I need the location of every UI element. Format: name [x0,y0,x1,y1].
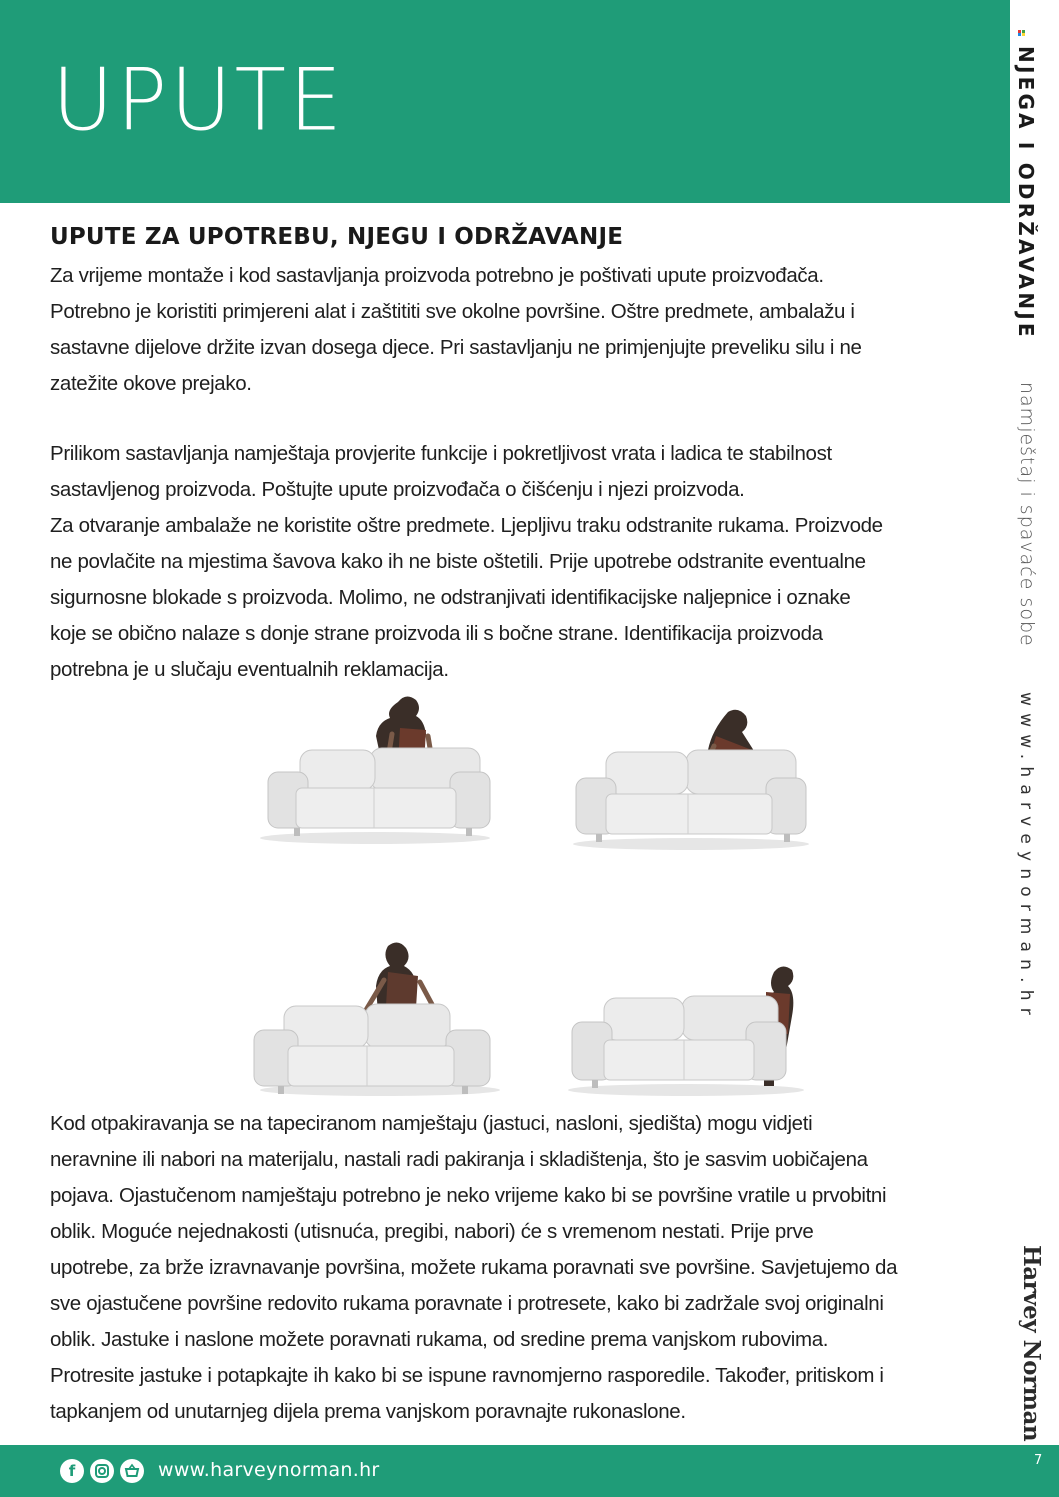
paragraph-line: Za vrijeme montaže i kod sastavljanja proizvoda potrebno je poštivati upute proizvođača. [50,264,824,287]
paragraph-line: tapkanjem od unutarnjeg dijela prema vanjskom poravnajte rukonaslone. [50,1400,686,1423]
basket-icon[interactable] [120,1459,144,1483]
paragraph-line: neravnine ili nabori na materijalu, nastali radi pakiranja i skladištenja, što je sasvim uobičajena [50,1148,868,1171]
paragraph-assembly [50,258,1010,402]
paragraph-line: zatežite okove prejako. [50,372,252,395]
paragraph-line: sigurnosne blokade s proizvoda. Molimo, ne odstranjivati identifikacijske naljepnice i oznake [50,586,851,609]
sofa-illustration-4 [566,960,826,1100]
social-icons [60,1459,144,1485]
paragraph-line: pojava. Ojastučenom namještaju potrebno je neko vrijeme kako bi se površine vratile u prvobitni [50,1184,887,1207]
paragraph-unpacking [50,436,1010,688]
paragraph-line: Prilikom sastavljanja namještaja provjerite funkcije i pokretljivost vrata i ladica te stabilnost [50,442,832,465]
section-heading: UPUTE ZA UPOTREBU, NJEGU I ODRŽAVANJE [50,224,624,250]
paragraph-line: sastavljenog proizvoda. Poštujte upute proizvođača o čišćenju i njezi proizvoda. [50,478,745,501]
footer-website-link[interactable]: www.harveynorman.hr [158,1459,380,1481]
color-dots-icon [1018,30,1028,36]
instagram-icon[interactable] [90,1459,114,1483]
harvey-norman-logo: Harvey Norman [1018,1245,1045,1442]
paragraph-line: sastavne dijelove držite izvan dosega djece. Pri sastavljanju ne primjenjujte preveliku silu i ne [50,336,862,359]
page-title: UPUTE [52,50,346,150]
sofa-illustration-1 [250,690,500,850]
facebook-icon[interactable]: f [60,1459,84,1483]
side-website[interactable]: www.harveynorman.hr [1016,692,1036,1022]
paragraph-line: Potrebno je koristiti primjereni alat i zaštititi sve okolne površine. Oštre predmete, ambalažu i [50,300,855,323]
paragraph-line: Protresite jastuke i potapkajte ih kako bi se ispune ravnomjerno rasporedile. Također, pritiskom i [50,1364,884,1387]
paragraph-line: sve ojastučene površine redovito rukama poravnate i protresete, kako bi zadržale svoj originalni [50,1292,884,1315]
paragraph-line: Kod otpakiravanja se na tapeciranom namještaju (jastuci, nasloni, sjedišta) mogu vidjeti [50,1112,813,1135]
paragraph-line: ne povlačite na mjestima šavova kako ih ne biste oštetili. Prije upotrebe odstranite eventualne [50,550,866,573]
paragraph-upholstery [50,1106,1010,1430]
sofa-illustration-3 [250,940,510,1100]
side-section-title: NJEGA I ODRŽAVANJE [1014,46,1038,340]
paragraph-line: oblik. Jastuke i naslone možete poravnati rukama, od sredine prema vanjskom rubovima. [50,1328,829,1351]
side-category: namještaj i spavaće sobe [1016,382,1038,647]
sofa-illustration-2 [566,706,816,856]
paragraph-line: upotrebe, za brže izravnavanje površina, možete rukama poravnati sve površine. Savjetujemo da [50,1256,898,1279]
paragraph-line: Za otvaranje ambalaže ne koristite oštre predmete. Ljepljivu traku odstranite rukama. Proizvode [50,514,883,537]
paragraph-line: oblik. Moguće nejednakosti (utisnuća, pregibi, nabori) će s vremenom nestati. Prije prve [50,1220,814,1243]
paragraph-line: potrebna je u slučaju eventualnih reklamacija. [50,658,449,681]
header-band [0,0,1010,203]
paragraph-line: koje se obično nalaze s donje strane proizvoda ili s bočne strane. Identifikacija proizvoda [50,622,823,645]
main-content [50,224,1010,250]
page-number: 7 [1034,1453,1043,1468]
